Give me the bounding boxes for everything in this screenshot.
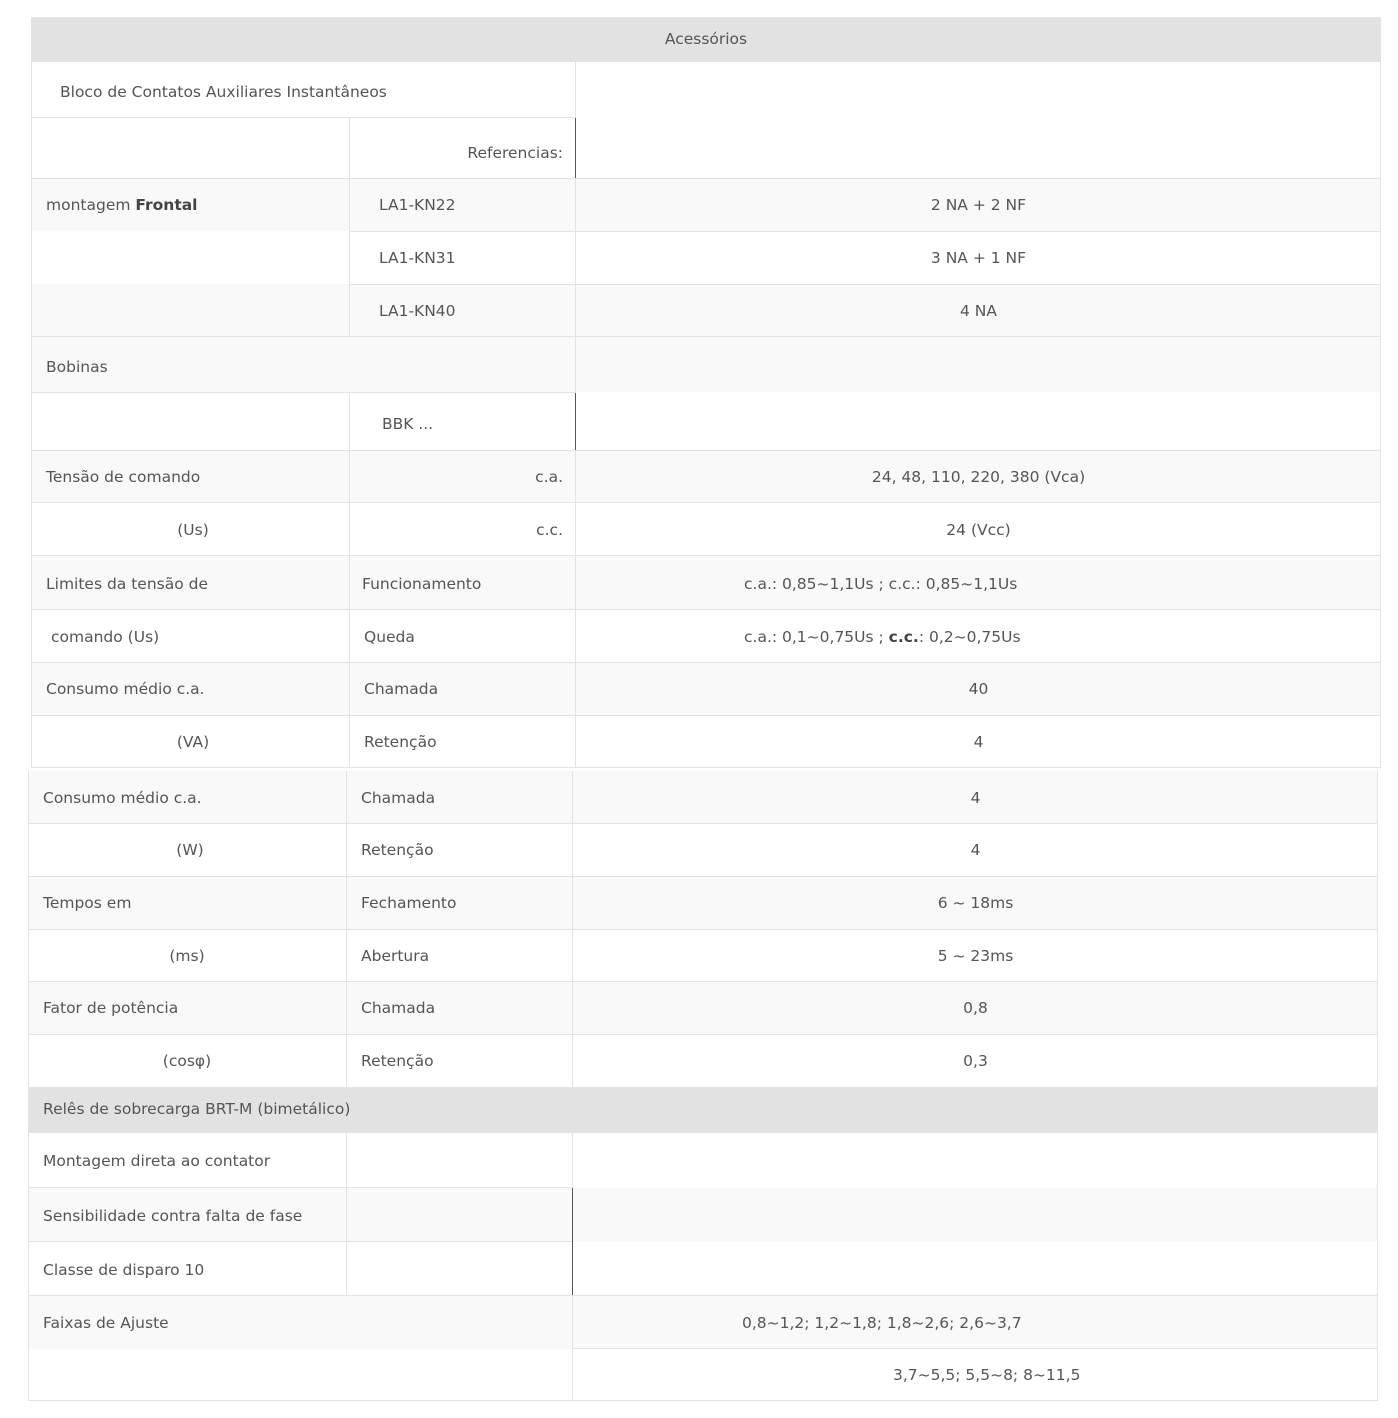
ref-value: 2 NA + 2 NF	[930, 196, 1027, 214]
relays-title: Relês de sobrecarga BRT-M (bimetálico)	[43, 1100, 351, 1118]
row-divider	[28, 1295, 1378, 1296]
row-divider	[31, 336, 1381, 337]
hold-label: Retenção	[361, 1052, 434, 1070]
close-label: Fechamento	[361, 894, 457, 912]
dc-label: c.c.	[536, 521, 563, 539]
row-divider	[28, 1132, 1378, 1133]
coil-ref: BBK ...	[382, 415, 434, 433]
column-divider	[346, 771, 347, 1087]
hold-value: 4	[970, 841, 981, 859]
column-divider	[575, 61, 576, 118]
ac-value: 24, 48, 110, 220, 380 (Vca)	[871, 468, 1086, 486]
consumption-va-unit: (VA)	[176, 733, 210, 751]
table-border	[28, 771, 29, 1401]
drop-value-bold: c.c.	[888, 628, 919, 646]
consumption-w-unit: (W)	[176, 841, 204, 859]
row-divider	[31, 555, 1381, 556]
row-divider	[31, 609, 1381, 610]
call-label: Chamada	[361, 789, 436, 807]
column-divider	[572, 1295, 573, 1401]
row-divider	[349, 284, 1381, 285]
mount-bold: Frontal	[135, 196, 198, 214]
ref-code: LA1-KN40	[379, 302, 456, 320]
operation-value: c.a.: 0,85~1,1Us ; c.c.: 0,85~1,1Us	[744, 575, 1018, 593]
row-divider	[31, 767, 1381, 768]
row-divider	[28, 1400, 1378, 1401]
row-divider	[31, 392, 576, 393]
trip-class-label: Classe de disparo 10	[43, 1261, 205, 1279]
ref-value: 3 NA + 1 NF	[930, 249, 1027, 267]
power-factor-label: Fator de potência	[43, 999, 179, 1017]
hold-label: Retenção	[364, 733, 437, 751]
row-divider	[28, 823, 1378, 824]
aux-block-title: Bloco de Contatos Auxiliares Instantâneos	[60, 83, 387, 101]
row-divider	[28, 1241, 573, 1242]
row-stripe	[31, 337, 1381, 392]
references-label: Referencias:	[467, 144, 563, 162]
ref-code: LA1-KN31	[379, 249, 456, 267]
row-divider	[572, 1348, 1378, 1349]
column-divider	[575, 336, 576, 393]
column-divider	[349, 392, 350, 768]
row-stripe	[28, 1296, 1378, 1349]
control-voltage-label: Tensão de comando	[46, 468, 201, 486]
call-label: Chamada	[361, 999, 436, 1017]
row-divider	[31, 662, 1381, 663]
ref-code: LA1-KN22	[379, 196, 456, 214]
row-divider	[31, 715, 1381, 716]
row-divider	[28, 981, 1378, 982]
call-value: 0,8	[963, 999, 988, 1017]
mount-label	[46, 195, 198, 215]
direct-mount-label: Montagem direta ao contator	[43, 1152, 271, 1170]
ranges-value-1: 0,8~1,2; 1,2~1,8; 1,8~2,6; 2,6~3,7	[742, 1314, 1022, 1332]
hold-label: Retenção	[361, 841, 434, 859]
row-stripe	[31, 556, 1381, 610]
close-value: 6 ~ 18ms	[937, 894, 1014, 912]
row-divider	[31, 178, 1381, 179]
drop-value	[744, 627, 1021, 647]
mount-prefix: montagem	[46, 196, 136, 214]
ref-value: 4 NA	[960, 302, 997, 320]
column-divider-dark	[575, 118, 576, 178]
table-title: Acessórios	[664, 30, 748, 48]
column-divider	[575, 450, 576, 768]
table-border	[1377, 771, 1378, 1401]
coils-title: Bobinas	[46, 358, 108, 376]
dc-value: 24 (Vcc)	[946, 521, 1011, 539]
drop-value-b: : 0,2~0,75Us	[918, 628, 1021, 646]
column-divider	[572, 771, 573, 1087]
hold-value: 4	[973, 733, 984, 751]
row-divider	[28, 1087, 1378, 1088]
open-value: 5 ~ 23ms	[937, 947, 1014, 965]
control-voltage-unit: (Us)	[177, 521, 209, 539]
row-divider	[28, 1187, 573, 1188]
consumption-va-label: Consumo médio c.a.	[46, 680, 205, 698]
voltage-limits-label: Limites da tensão de	[46, 575, 209, 593]
row-divider	[31, 450, 1381, 451]
operation-label: Funcionamento	[362, 575, 482, 593]
open-label: Abertura	[361, 947, 430, 965]
row-divider	[31, 502, 1381, 503]
call-value: 4	[970, 789, 981, 807]
row-divider	[31, 117, 576, 118]
consumption-w-label: Consumo médio c.a.	[43, 789, 202, 807]
power-factor-unit: (cosφ)	[162, 1052, 212, 1070]
row-divider	[349, 231, 1381, 232]
ranges-value-2: 3,7~5,5; 5,5~8; 8~11,5	[893, 1366, 1081, 1384]
row-divider	[28, 876, 1378, 877]
column-divider-dark	[572, 1188, 573, 1295]
hold-value: 0,3	[963, 1052, 988, 1070]
call-value: 40	[968, 680, 989, 698]
ranges-label: Faixas de Ajuste	[43, 1314, 169, 1332]
ac-label: c.a.	[535, 468, 563, 486]
voltage-limits-label-2: comando (Us)	[51, 628, 160, 646]
drop-label: Queda	[364, 628, 415, 646]
call-label: Chamada	[364, 680, 439, 698]
times-unit: (ms)	[169, 947, 205, 965]
phase-sensitivity-label: Sensibilidade contra falta de fase	[43, 1207, 303, 1225]
table-border	[1380, 17, 1381, 768]
table-border	[31, 17, 1381, 18]
times-label: Tempos em	[43, 894, 132, 912]
column-divider-dark	[575, 393, 576, 450]
column-divider	[572, 1132, 573, 1188]
row-divider	[28, 929, 1378, 930]
column-divider	[346, 1132, 347, 1296]
row-divider	[31, 61, 1381, 62]
row-divider	[28, 1034, 1378, 1035]
drop-value-a: c.a.: 0,1~0,75Us ;	[744, 628, 889, 646]
